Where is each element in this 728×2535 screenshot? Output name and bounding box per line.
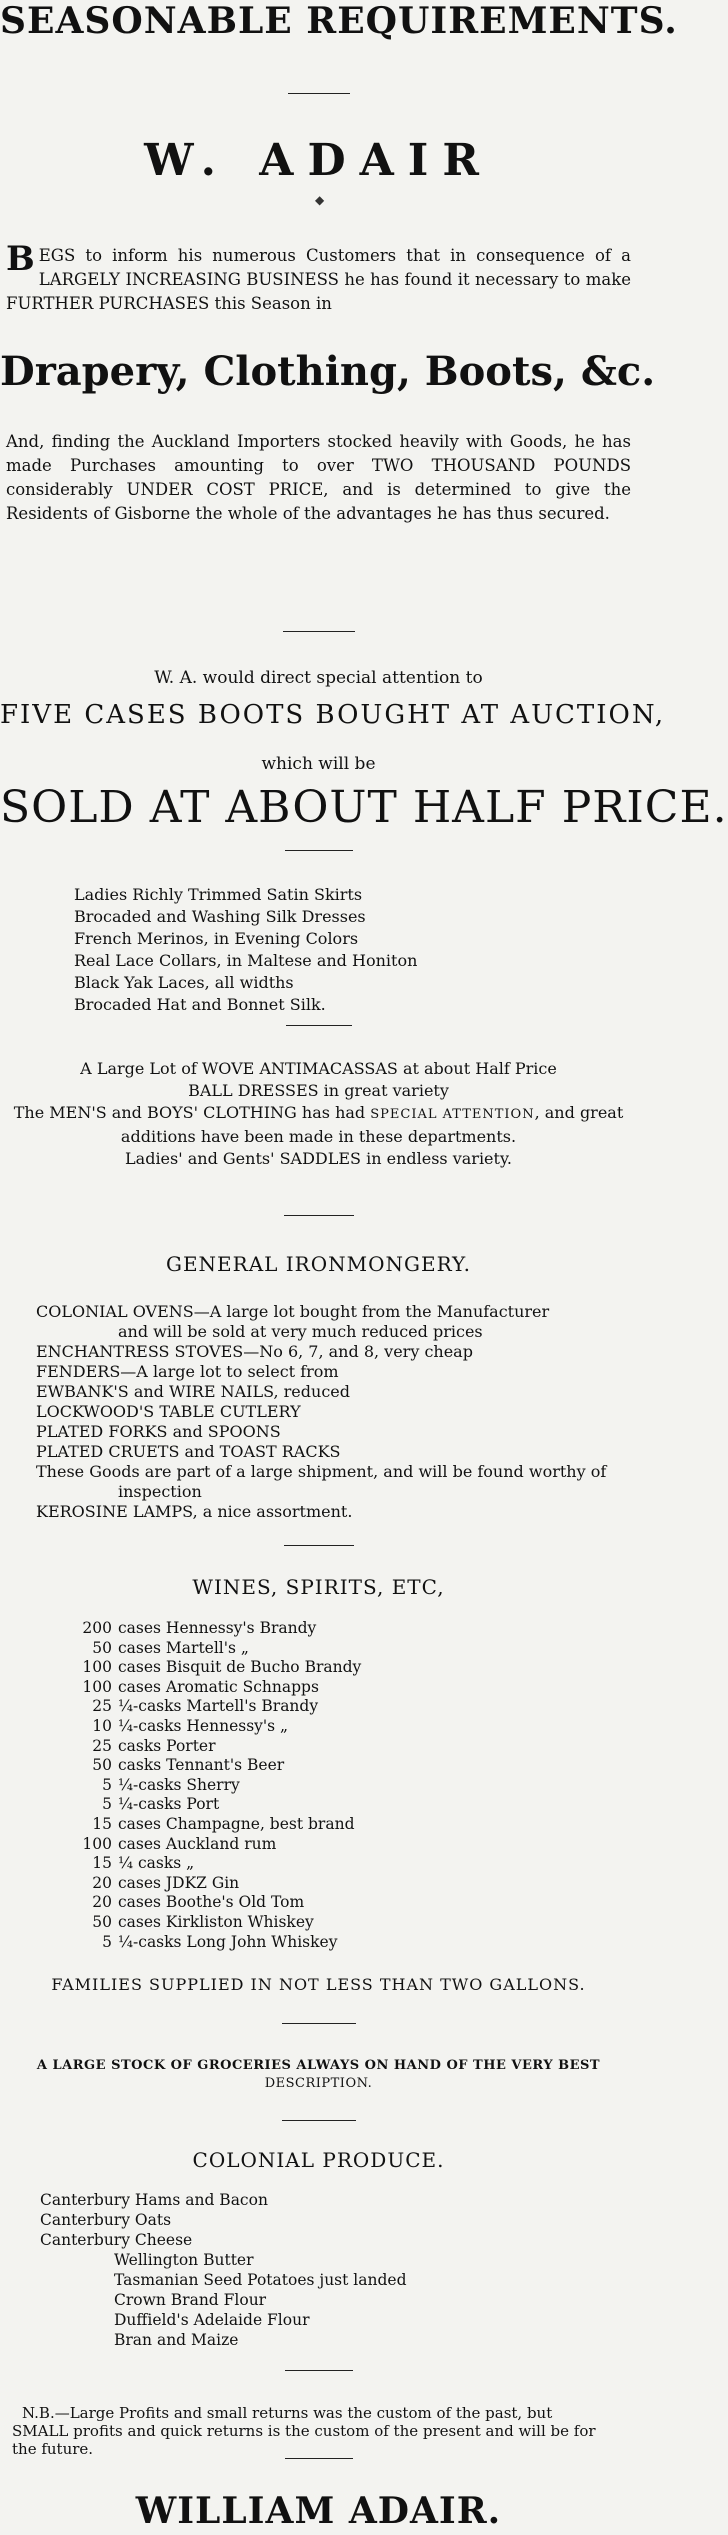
list-item: ENCHANTRESS STOVES—No 6, 7, and 8, very cheap	[36, 1342, 473, 1361]
list-item: Tasmanian Seed Potatoes just landed	[114, 2271, 407, 2289]
divider	[285, 2458, 353, 2459]
list-item: These Goods are part of a large shipment, and will be found worthy of	[36, 1462, 607, 1481]
nb-line: N.B.—Large Profits and small returns was the custom of the past, but	[22, 2404, 553, 2422]
list-item: EWBANK'S and WIRE NAILS, reduced	[36, 1382, 350, 1401]
intro-paragraph	[6, 239, 631, 316]
ball-dresses-line: BALL DRESSES in great variety	[188, 1081, 449, 1100]
wine-item: 25 ¼-casks Martell's Brandy	[92, 1697, 319, 1716]
families-line: FAMILIES SUPPLIED IN NOT LESS THAN TWO GALLONS.	[51, 1975, 586, 1994]
produce-title: COLONIAL PRODUCE.	[192, 2148, 445, 2172]
list-item: Bran and Maize	[114, 2331, 239, 2349]
ornament: ◆	[315, 193, 325, 207]
divider	[284, 1545, 354, 1546]
list-item: PLATED CRUETS and TOAST RACKS	[36, 1442, 341, 1461]
wine-item: 10 ¼-casks Hennessy's „	[92, 1716, 289, 1735]
list-item: inspection	[118, 1482, 202, 1501]
wine-item: 15 cases Champagne, best brand	[92, 1814, 355, 1833]
list-item: Canterbury Hams and Bacon	[40, 2191, 268, 2209]
attention-line: W. A. would direct special attention to	[154, 668, 483, 688]
divider	[285, 850, 353, 851]
purchase-paragraph: And, finding the Auckland Importers stocked heavily with Goods, he has made Purchases amounting to over TWO THOUSAND POUNDS considerably UNDER COST PRICE, and is determined to give the Residents of Gisborne the whole of the advantages he has thus secured.	[6, 432, 631, 523]
ironmongery-title: GENERAL IRONMONGERY.	[165, 1252, 472, 1276]
wine-item: 100 cases Aromatic Schnapps	[82, 1677, 319, 1696]
divider	[283, 631, 355, 632]
list-item: LOCKWOOD'S TABLE CUTLERY	[36, 1402, 301, 1421]
boots-line: FIVE CASES BOOTS BOUGHT AT AUCTION,	[0, 700, 666, 730]
list-item: COLONIAL OVENS—A large lot bought from the Manufacturer	[36, 1302, 550, 1321]
wine-item: 50 casks Tennant's Beer	[92, 1756, 285, 1775]
wine-item: 20 cases JDKZ Gin	[92, 1873, 240, 1892]
wine-item: 50 cases Kirkliston Whiskey	[92, 1912, 314, 1931]
list-item: PLATED FORKS and SPOONS	[36, 1422, 281, 1441]
wine-item: 200 cases Hennessy's Brandy	[82, 1619, 317, 1637]
ironmongery-list	[36, 1302, 606, 1522]
drop-cap: B	[6, 239, 35, 279]
list-item: Duffield's Adelaide Flour	[114, 2311, 310, 2329]
special-lots	[0, 1058, 637, 1170]
antimacassas-line: A Large Lot of WOVE ANTIMACASSAS at about Half Price	[80, 1059, 557, 1078]
drapery-list	[74, 884, 417, 1016]
list-item: Real Lace Collars, in Maltese and Honiton	[74, 951, 418, 970]
list-item: Wellington Butter	[114, 2251, 254, 2269]
wine-item: 100 cases Bisquit de Bucho Brandy	[82, 1658, 362, 1677]
header-title: SEASONABLE REQUIREMENTS.	[0, 0, 678, 42]
groceries-line: A LARGE STOCK OF GROCERIES ALWAYS ON HAND OF THE VERY BEST	[36, 2058, 601, 2073]
wine-item: 5 ¼-casks Sherry	[102, 1775, 240, 1794]
divider	[286, 1025, 352, 1026]
list-item: Canterbury Cheese	[40, 2231, 193, 2249]
signature: WILLIAM ADAIR.	[135, 2490, 502, 2532]
list-item: FENDERS—A large lot to select from	[36, 1362, 339, 1381]
divider	[282, 2120, 356, 2121]
nb-note	[12, 2404, 596, 2458]
wine-item: 20 cases Boothe's Old Tom	[92, 1893, 305, 1912]
groceries-desc: DESCRIPTION.	[264, 2076, 373, 2091]
clothing-line: The MEN'S and BOYS' CLOTHING has had SPECIAL ATTENTION, and great	[13, 1103, 624, 1122]
headline: Drapery, Clothing, Boots, &c.	[0, 348, 656, 395]
divider	[288, 93, 350, 94]
list-item: Black Yak Laces, all widths	[74, 973, 294, 992]
which-will-be: which will be	[261, 754, 376, 774]
wine-item: 5 ¼-casks Port	[102, 1795, 220, 1814]
list-item: Brocaded Hat and Bonnet Silk.	[74, 995, 326, 1014]
wine-item: 5 ¼-casks Long John Whiskey	[102, 1932, 338, 1951]
list-item: Brocaded and Washing Silk Dresses	[74, 907, 366, 926]
divider	[284, 1215, 354, 1216]
nb-line: the future.	[12, 2440, 94, 2458]
sold-line: SOLD AT ABOUT HALF PRICE.	[0, 782, 728, 833]
divider	[285, 2370, 353, 2371]
list-item: Ladies Richly Trimmed Satin Skirts	[74, 885, 363, 904]
merchant-name: W. ADAIR	[144, 135, 493, 186]
produce-list	[40, 2190, 407, 2350]
nb-line: SMALL profits and quick returns is the custom of the present and will be for	[12, 2422, 596, 2440]
list-item: Crown Brand Flour	[114, 2291, 267, 2309]
divider	[282, 2023, 356, 2024]
wine-item: 100 cases Auckland rum	[82, 1834, 277, 1853]
wines-title: WINES, SPIRITS, ETC,	[192, 1575, 445, 1599]
list-item: French Merinos, in Evening Colors	[74, 929, 359, 948]
saddles-line: Ladies' and Gents' SADDLES in endless variety.	[125, 1149, 512, 1168]
list-item: Canterbury Oats	[40, 2211, 172, 2229]
wine-item: 25 casks Porter	[92, 1736, 216, 1755]
additions-line: additions have been made in these departments.	[120, 1127, 517, 1146]
wines-list	[34, 1619, 361, 1952]
list-item: and will be sold at very much reduced prices	[118, 1322, 483, 1341]
intro-text: EGS to inform his numerous Customers that in consequence of a LARGELY INCREASING BUSINESS he has found it necessary to make FURTHER PURCHASES this Season in	[6, 246, 631, 313]
wine-item: 50 cases Martell's „	[92, 1638, 249, 1657]
wine-item: 15 ¼ casks „	[92, 1854, 195, 1873]
list-item: KEROSINE LAMPS, a nice assortment.	[36, 1502, 353, 1521]
